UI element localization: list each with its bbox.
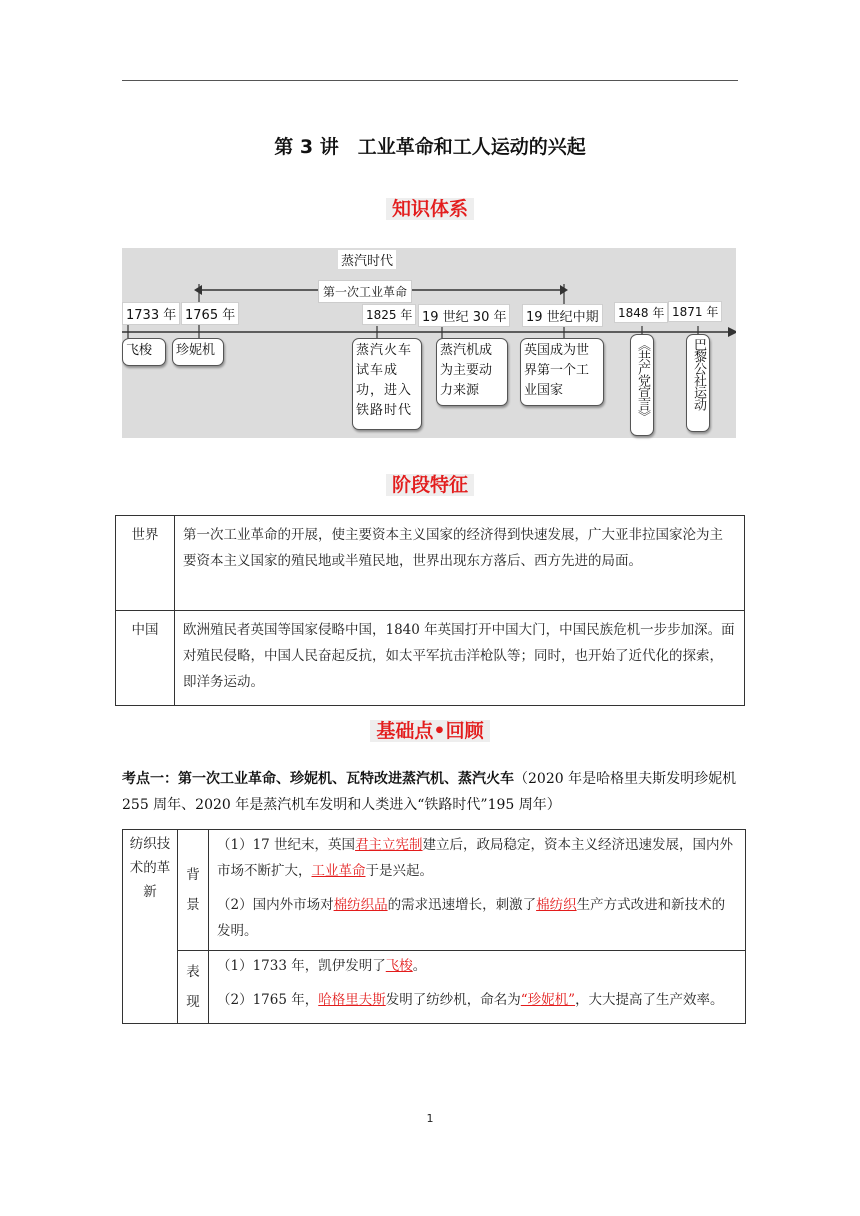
table-row (116, 516, 745, 611)
region-text: 欧洲殖民者英国等国家侵略中国，1840 年英国打开中国大门，中国民族危机一步步加深。面对殖民侵略，中国人民奋起反抗，如太平军抗击洋枪队等；同时，也开始了近代化的探索，即洋务运动。 (175, 611, 745, 706)
year-1830s: 19 世纪 30 年 (418, 304, 510, 327)
year-1825: 1825 年 (362, 304, 416, 325)
event-spinning-jenny: 珍妮机 (172, 338, 224, 366)
year-1765: 1765 年 (181, 302, 239, 325)
background-cell (209, 830, 746, 951)
era-label: 蒸汽时代 (338, 250, 396, 269)
performance-para-1: （1）1733 年，凯伊发明了飞梭。 (217, 958, 427, 974)
performance-para-2: （2）1765 年，哈格里夫斯发明了纺纱机，命名为“珍妮机”，大大提高了生产效率。 (217, 992, 724, 1008)
keypoint-bold: 考点一：第一次工业革命、珍妮机、瓦特改进蒸汽机、蒸汽火车 (122, 771, 514, 787)
background-para-2: （2）国内外市场对棉纺织品的需求迅速增长，刺激了棉纺织生产方式改进和新技术的发明。 (217, 897, 726, 939)
year-1733: 1733 年 (122, 302, 180, 325)
year-1871: 1871 年 (668, 301, 722, 322)
page-number: 1 (426, 1112, 434, 1125)
revolution-label: 第一次工业革命 (318, 280, 412, 303)
table-row (116, 611, 745, 706)
event-steam-locomotive: 蒸汽火车试车成功，进入铁路时代 (352, 338, 422, 430)
header-rule (122, 80, 738, 81)
detail-table (122, 829, 746, 1024)
table-row (123, 951, 746, 1024)
performance-cell (209, 951, 746, 1024)
keypoint-heading (122, 766, 742, 818)
background-para-1: （1）17 世纪末，英国君主立宪制建立后，政局稳定，资本主义经济迅速发展，国内外市场不断扩大，工业革命于是兴起。 (217, 837, 734, 879)
region-cell: 世界 (116, 516, 175, 611)
region-cell: 中国 (116, 611, 175, 706)
timeline-diagram (122, 248, 736, 438)
keypoint-note: （2020 年是哈格里夫斯发明珍妮机 255 周年、2020 年是蒸汽机车发明和人类进入“铁路时代”195 周年） (122, 771, 737, 813)
section-stage-features: 阶段特征 (0, 470, 860, 497)
event-paris-commune: 巴黎公社运动 (686, 334, 710, 432)
topic-cell: 纺织技术的革新 (123, 830, 178, 1024)
performance-label: 表现 (178, 951, 209, 1024)
page-title: 第 3 讲 工业革命和工人运动的兴起 (274, 136, 586, 158)
event-flying-shuttle: 飞梭 (122, 338, 166, 366)
section-basics-review: 基础点•回顾 (0, 716, 860, 743)
stage-features-table (115, 515, 745, 706)
event-steam-engine: 蒸汽机成为主要动力来源 (436, 338, 508, 406)
year-1848: 1848 年 (614, 302, 668, 323)
section-knowledge-system: 知识体系 (0, 194, 860, 221)
event-communist-manifesto: 《共产党宣言》 (630, 334, 654, 436)
background-label: 背景 (178, 830, 209, 951)
table-row (123, 830, 746, 951)
region-text: 第一次工业革命的开展，使主要资本主义国家的经济得到快速发展，广大亚非拉国家沦为主要资本主义国家的殖民地或半殖民地，世界出现东方落后、西方先进的局面。 (175, 516, 745, 611)
year-mid-19c: 19 世纪中期 (522, 304, 603, 327)
event-britain-industrial: 英国成为世界第一个工业国家 (520, 338, 604, 406)
